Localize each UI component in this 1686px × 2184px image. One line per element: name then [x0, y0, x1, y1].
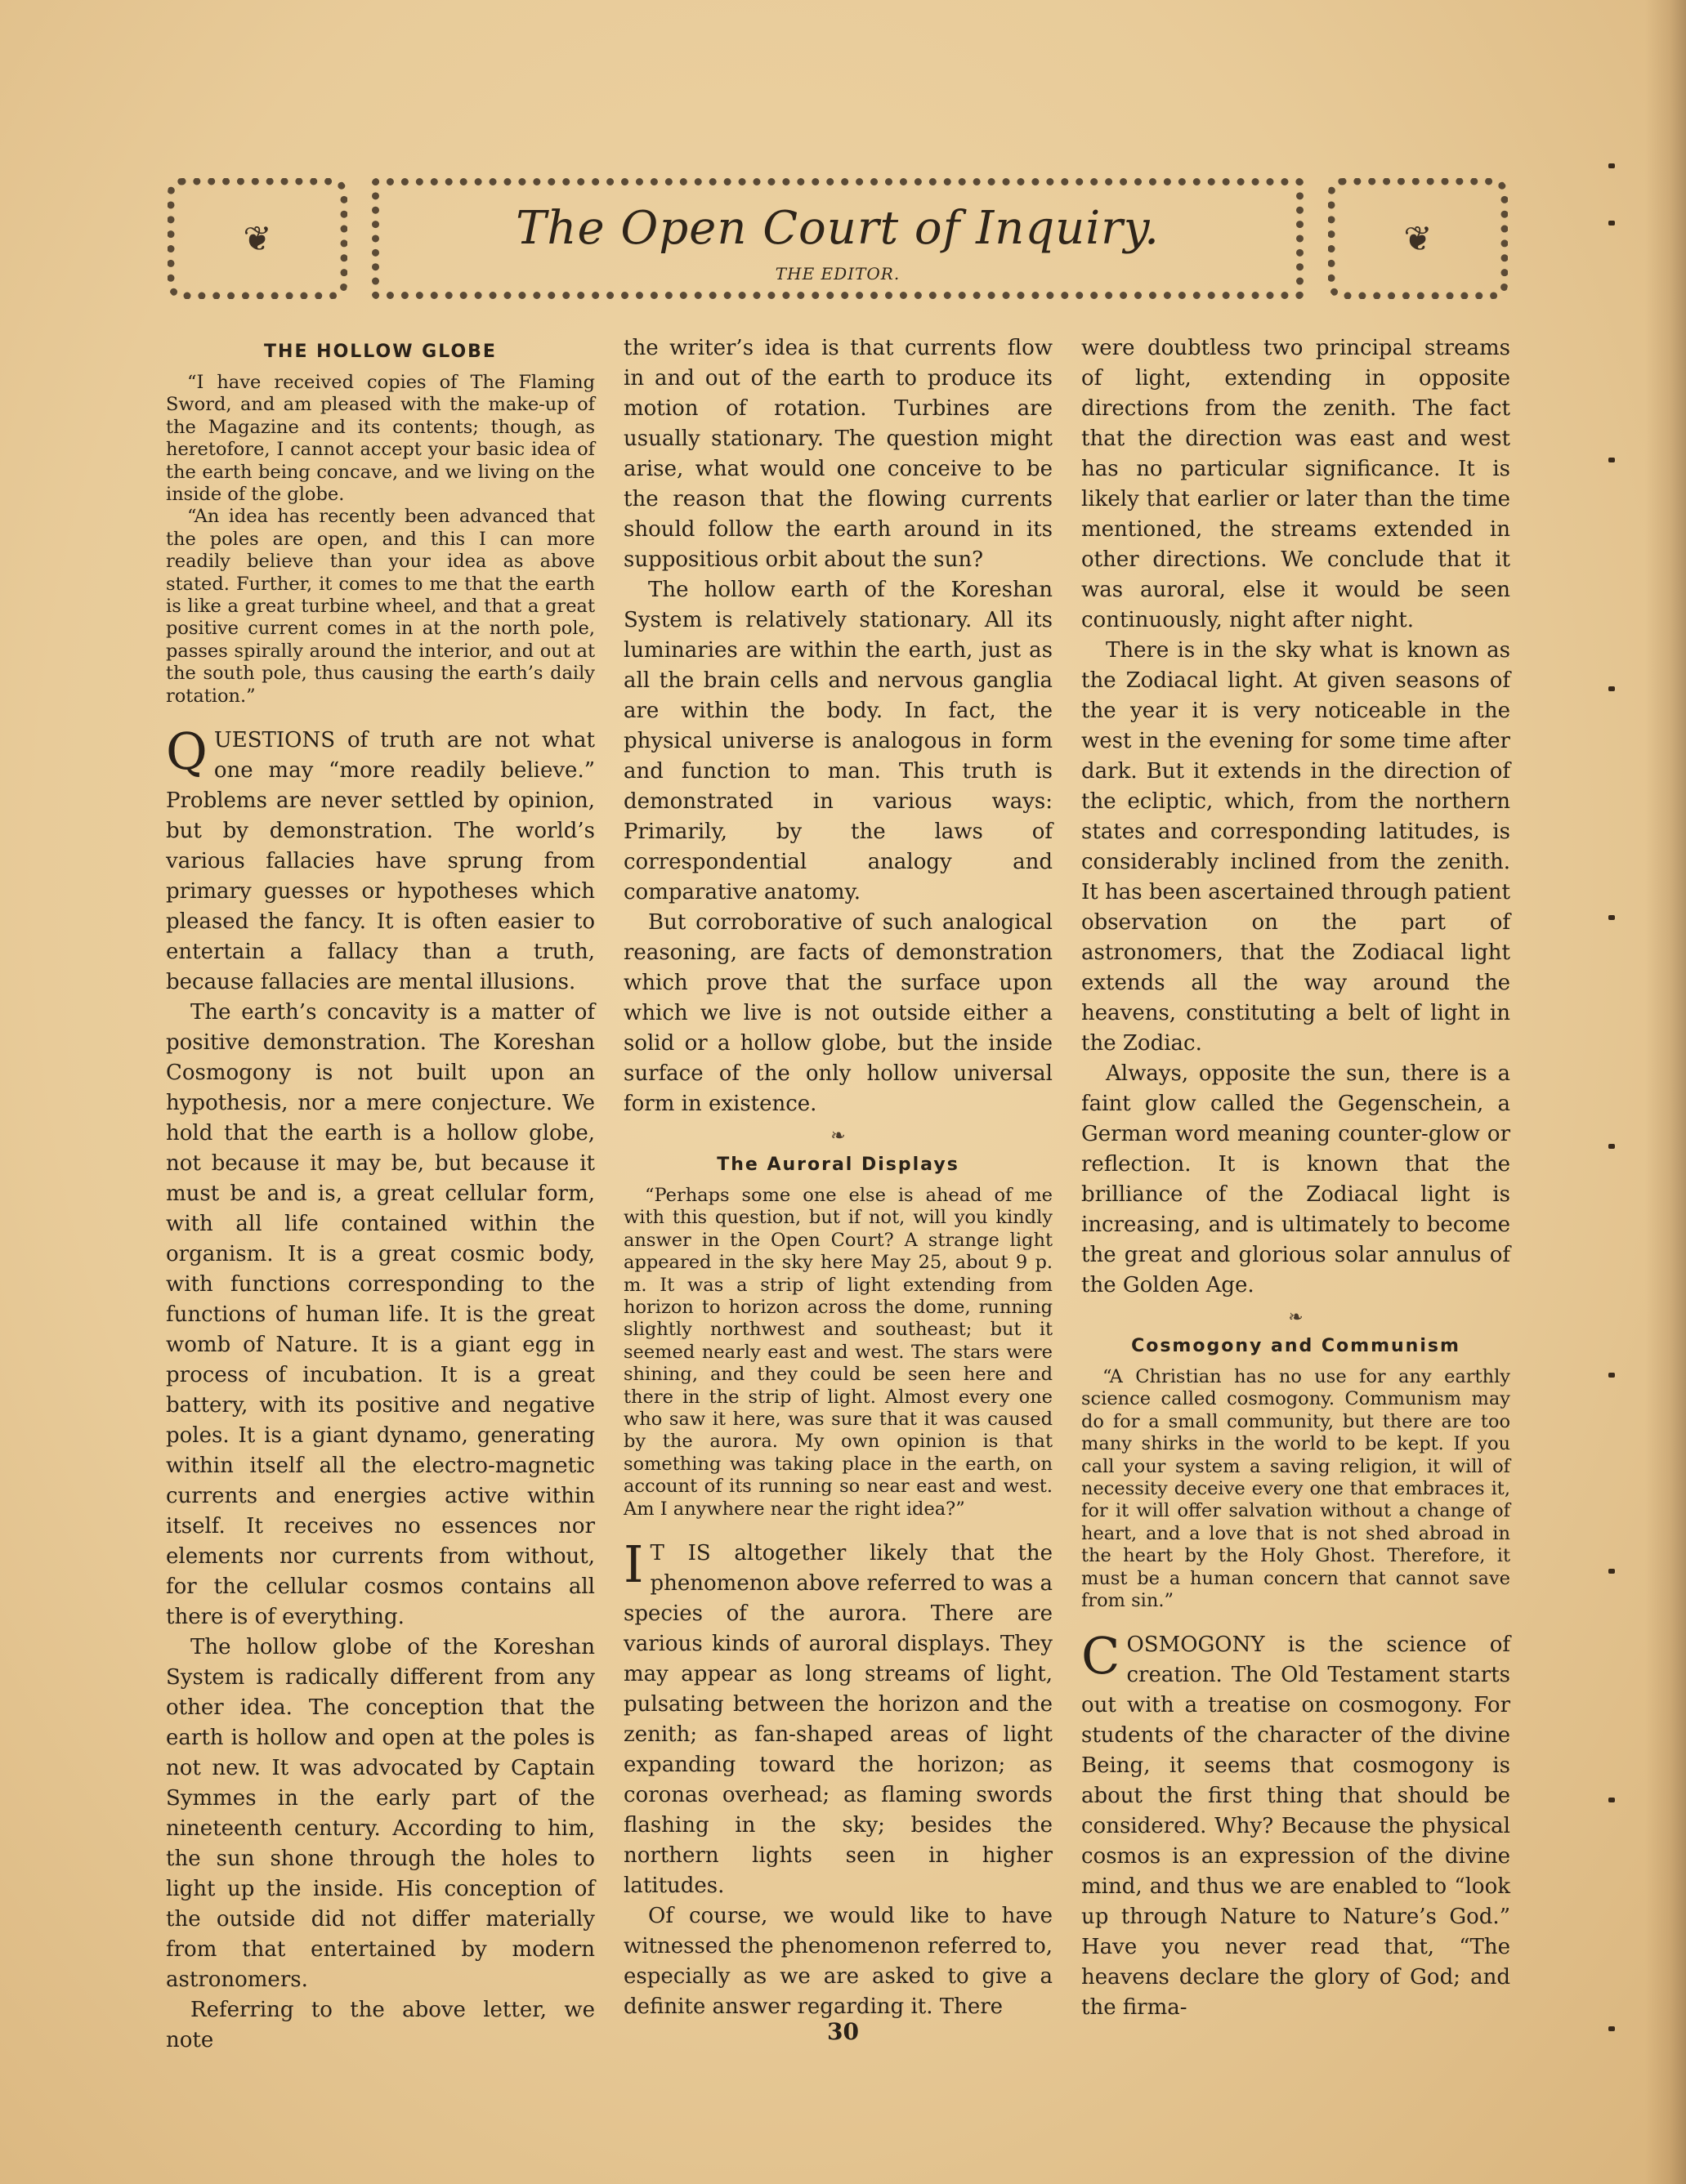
column-1 — [166, 333, 595, 2056]
body-paragraph: the writer’s idea is that currents flow in and out of the earth to produce its motion of rotation. Turbines are usually stationary. The question might arise, what would one conceive to be the reason that the flowing currents should follow the earth around in its suppositious orbit about the sun? — [624, 336, 1053, 572]
drop-cap: Q — [166, 721, 208, 782]
body-paragraph: The earth’s concavity is a matter of positive demonstration. The Koreshan Cosmogony is not built upon an hypothesis, nor a mere conjecture. We hold that the earth is a hollow globe, not because it may be, but because it must be and is, a great cellular form, with all life contained within the organism. It is a great cosmic body, with functions corresponding to the functions of human life. It is the great womb of Nature. It is a giant egg in process of incubation. It is a great battery, with its positive and negative poles. It is a giant dynamo, generating within itself all the electro-magnetic currents and energies active within itself. It receives no essences nor elements nor currents from without, for the cellular cosmos contains all there is of everything. — [166, 1000, 595, 1630]
edge-mark — [1608, 458, 1615, 462]
banner-left-frame — [168, 178, 347, 299]
body-paragraph: The hollow globe of the Koreshan System is radically different from any other idea. The conception that the earth is hollow and open at the poles is not new. It was advocated by Captain Symmes in the early part of the nineteenth century. According to him, the sun shone through the holes to light up the inside. His conception of the outside did not differ materially from that entertained by modern astronomers. — [166, 1635, 595, 1993]
edge-mark — [1608, 915, 1615, 920]
letter-paragraph: “A Christian has no use for any earthly science called cosmogony. Communism may do for a small community, but there are too many shirks in the world to be kept. If you call your system a saving religion, it will of necessity deceive every one that embraces it, for it will offer salvation without a change of heart, and a love that is not shed abroad in the heart by the Holy Ghost. Therefore, it must be a human concern that cannot save from sin.” — [1081, 1366, 1510, 1612]
letter-paragraph: “An idea has recently been advanced that the poles are open, and this I can more readily believe than your idea as above stated. Further, it comes to me that the earth is like a great turbine wheel, and that a great positive current comes in at the north pole, passes spirally around the interior, and out at the south pole, thus causing the earth’s daily rotation.” — [166, 506, 595, 707]
section-title: The Open Court of Inquiry. — [516, 202, 1160, 255]
leaf-ornament-icon: ❦ — [1403, 218, 1433, 259]
edge-mark — [1608, 163, 1615, 168]
edge-mark — [1608, 1144, 1615, 1149]
leaf-ornament-icon: ❧ — [1288, 1307, 1304, 1328]
drop-cap: I — [624, 1534, 644, 1595]
letter-paragraph: “Perhaps some one else is ahead of me with this question, but if not, will you kindly answer in the Open Court? A strange light appeared in the sky here May 25, about 9 p. m. It was a strip of light extending from horizon to horizon across the dome, running slightly northwest and southeast; but it seemed nearly east and west. The stars were shining, and they could be seen here and there in the strip of light. Almost every one who saw it here, was sure that it was caused by the aurora. My own opinion is that something was taking place in the earth, on account of its running so near east and west. Am I anywhere near the right idea?” — [624, 1185, 1053, 1520]
body-paragraph: There is in the sky what is known as the Zodiacal light. At given seasons of the year it is very noticeable in the west in the evening for some time after dark. But it extends in the direction of the ecliptic, which, from the northern states and corresponding latitudes, is considerably inclined from the zenith. It has been ascertained through patient observation on the part of astronomers, that the Zodiacal light extends all the way around the heavens, constituting a belt of light in the Zodiac. — [1081, 638, 1510, 1056]
body-paragraph: were doubtless two principal streams of light, extending in opposite directions from the zenith. The fact that the direction was east and west has no particular significance. It is likely that earlier or later than the time mentioned, the streams extended in other directions. We conclude that it was auroral, else it would be seen continuously, night after night. — [1081, 336, 1510, 632]
article-heading: The Auroral Displays — [717, 1155, 959, 1175]
body-paragraph: QUESTIONS of truth are not what one may “more readily believe.” Problems are never settled by opinion, but by demonstration. The world’s various fallacies have sprung from primary guesses or hypotheses which pleased the fancy. It is often easier to entertain a fallacy than a truth, because fallacies are mental illusions. — [166, 721, 595, 995]
article-body — [624, 1534, 1053, 2022]
edge-mark — [1608, 1798, 1615, 1802]
reader-letter — [166, 372, 595, 708]
body-paragraph: But corroborative of such analogical reasoning, are facts of demonstration which prove that the surface upon which we live is not outside either a solid or a hollow globe, but the inside surface of the only hollow universal form in existence. — [624, 910, 1053, 1116]
column-3 — [1081, 333, 1510, 2023]
article-body — [624, 333, 1053, 1119]
banner-title-frame — [372, 178, 1304, 299]
body-paragraph: Always, opposite the sun, there is a faint glow called the Gegenschein, a German word meaning counter-glow or reflection. It is known that the brilliance of the Zodiacal light is increasing, and is ultimately to become the great and glorious solar annulus of the Golden Age. — [1081, 1061, 1510, 1297]
drop-cap: C — [1081, 1626, 1120, 1686]
letter-paragraph: “I have received copies of The Flaming Sword, and am pleased with the make-up of the Magazine and its contents; though, as heretofore, I cannot accept your basic idea of the earth being concave, and we living on the inside of the globe. — [166, 372, 595, 506]
body-paragraph: COSMOGONY is the science of creation. The Old Testament starts out with a treatise on cosmogony. For students of the character of the divine Being, it seems that cosmogony is about the first thing that should be considered. Why? Because the physical cosmos is an expression of the divine mind, and thus we are enabled to “look up through Nature to Nature’s God.” Have you never read that, “The heavens declare the glory of God; and the firma- — [1081, 1626, 1510, 2021]
article-body — [1081, 333, 1510, 1301]
edge-mark — [1608, 686, 1615, 691]
reader-letter — [624, 1185, 1053, 1521]
edge-mark — [1608, 221, 1615, 226]
edge-mark — [1608, 1373, 1615, 1378]
section-byline: THE EDITOR. — [775, 264, 901, 284]
column-2 — [624, 333, 1053, 2022]
article-body — [1081, 1626, 1510, 2023]
page-edge-shadow — [1645, 0, 1686, 2184]
body-paragraph: Of course, we would like to have witnessed the phenomenon referred to, especially as we are asked to give a definite answer regarding it. There — [624, 1904, 1053, 2020]
article-body — [166, 721, 595, 2056]
header-banner — [168, 178, 1508, 301]
leaf-ornament-icon: ❧ — [830, 1126, 846, 1146]
body-paragraph: I T IS altogether likely that the phenomenon above referred to was a species of the aurora. There are various kinds of auroral displays. They may appear as long streams of light, pulsating between the horizon and the zenith; as fan-shaped areas of light expanding toward the horizon; as coronas overhead; as flaming swords flashing in the sky; besides the northern lights seen in higher latitudes. — [624, 1534, 1053, 1899]
reader-letter — [1081, 1366, 1510, 1612]
body-paragraph: The hollow earth of the Koreshan System is relatively stationary. All its luminaries are within the earth, just as all the brain cells and nervous ganglia are within the body. In fact, the physical universe is analogous in form and function to man. This truth is demonstrated in various ways: Primarily, by the laws of correspondential analogy and comparative anatomy. — [624, 578, 1053, 904]
edge-mark — [1608, 1569, 1615, 1574]
leaf-ornament-icon: ❦ — [243, 218, 272, 259]
banner-right-frame — [1328, 178, 1508, 299]
body-paragraph: Referring to the above letter, we note — [166, 1998, 595, 2053]
article-heading: Cosmogony and Communism — [1131, 1336, 1460, 1356]
article-heading: THE HOLLOW GLOBE — [264, 342, 497, 362]
page-number: 30 — [827, 2018, 859, 2045]
